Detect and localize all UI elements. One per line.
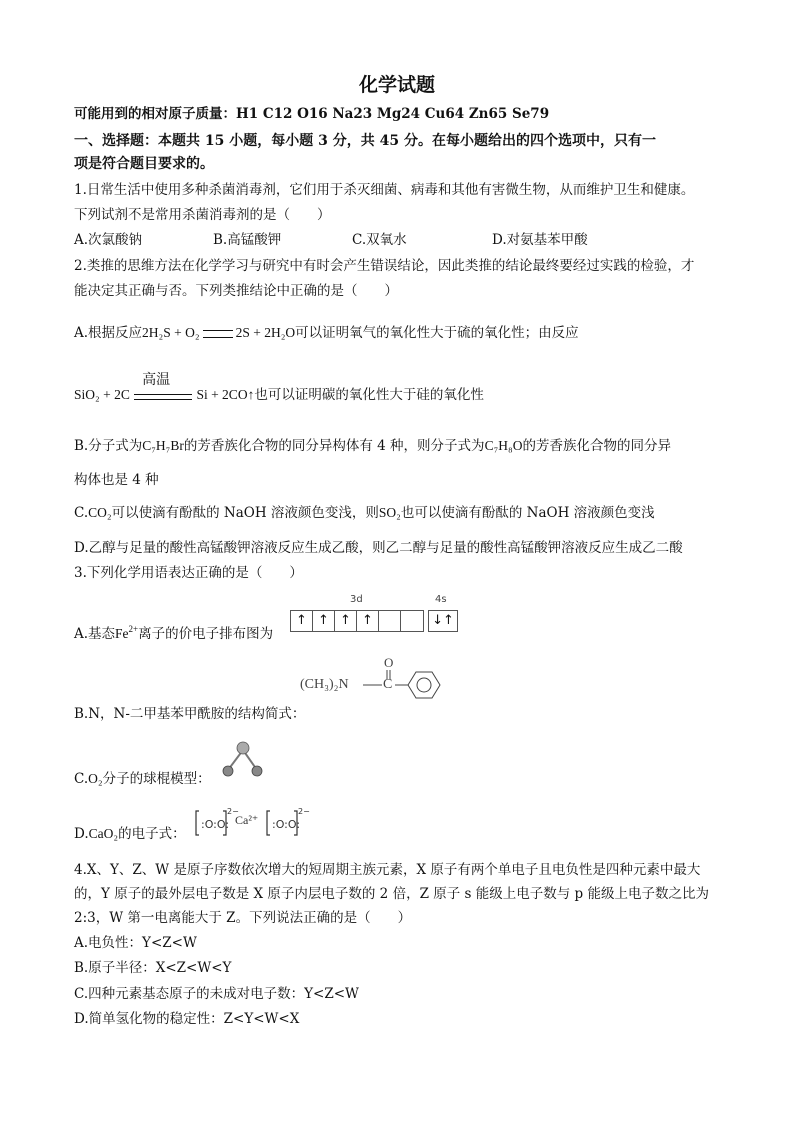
q3-d-text1: D.: [74, 826, 89, 842]
amide-dimethylamino: (CH₃)₂N: [300, 677, 349, 692]
q3-d-formula: CaO₂: [88, 826, 119, 841]
q3-c-text2: 分子的球棍模型：: [102, 771, 211, 787]
orbital-4s-cell: ↓↑: [432, 613, 454, 628]
q2-option-c: [74, 503, 655, 523]
orbital-4s-box: [428, 610, 458, 632]
amide-oxygen: O: [384, 655, 394, 670]
q2-a-eq2-right: Si + 2CO↑: [196, 387, 255, 402]
q2-stem-line1: 2.类推的思维方法在化学学习与研究中有时会产生错误结论，因此类推的结论最终要经过实践的检验，才: [74, 258, 695, 274]
q1-stem-line2: 下列试剂不是常用杀菌消毒剂的是（ ）: [74, 207, 331, 223]
orbital-3d-cell: ↑: [291, 611, 313, 631]
q4-option-a: A.电负性：Y<Z<W: [74, 935, 197, 951]
equals-sign: [203, 330, 233, 338]
amide-bonds: [300, 655, 450, 715]
q4-option-b: B.原子半径：X<Z<W<Y: [74, 960, 232, 976]
q2-option-b-line2: 构体也是 4 种: [74, 472, 159, 488]
calcium-ion: Ca²⁺: [235, 813, 259, 827]
orbital-3d-cell: [379, 611, 401, 631]
q2-c-text1: C.: [74, 505, 89, 521]
orbital-3d-label: 3d: [350, 594, 363, 605]
q3-a-text1: A.基态: [74, 626, 116, 642]
section-heading-line1: 一、选择题：本题共 15 小题，每小题 3 分，共 45 分。在每小题给出的四个选项中，只有一: [74, 133, 656, 149]
q4-stem-line3: 2:3，W 第一电离能大于 Z。下列说法正确的是（ ）: [74, 910, 412, 926]
q4-option-c: C.四种元素基态原子的未成对电子数：Y<Z<W: [74, 986, 359, 1002]
q2-b-text2: 的芳香族化合物的同分异构体有 4 种，则分子式为: [183, 438, 485, 454]
svg-text:2−: 2−: [227, 807, 239, 816]
reaction-condition: [134, 371, 192, 406]
orbital-4s-label: 4s: [435, 594, 447, 605]
q2-a-prefix: A.根据反应: [74, 325, 143, 341]
page-title: 化学试题: [358, 74, 435, 96]
q2-a-eq1-right: 2S + 2H₂O: [235, 325, 296, 340]
q1-option-b: B.高锰酸钾: [213, 232, 282, 248]
orbital-3d-cell: [401, 611, 423, 631]
q3-d-text2: 的电子式：: [118, 826, 186, 842]
q2-option-b-line1: [74, 436, 671, 456]
q3-option-c: [74, 769, 211, 789]
q2-a-eq2-left: SiO₂ + 2C: [74, 387, 130, 402]
q4-stem-line2: 的，Y 原子的最外层电子数是 X 原子内层电子数的 2 倍，Z 原子 s 能级上电子数与 p 能级上电子数之比为: [74, 886, 709, 902]
atomic-mass-note: 可能用到的相对原子质量：H1 C12 O16 Na23 Mg24 Cu64 Zn65 Se79: [74, 106, 550, 122]
q4-stem-line1: 4.X、Y、Z、W 是原子序数依次增大的短周期主族元素，X 原子有两个单电子且电负性是四种元素中最大: [74, 862, 701, 878]
q2-b-text3: 的芳香族化合物的同分异: [522, 438, 671, 454]
q1-stem-line1: 1.日常生活中使用多种杀菌消毒剂，它们用于杀灭细菌、病毒和其他有害微生物，从而维护卫生和健康。: [74, 182, 695, 198]
ozone-ball-stick-model: [218, 735, 268, 785]
q2-b-text1: B.分子式为: [74, 438, 143, 454]
q3-a-charge: 2+: [128, 624, 139, 634]
q2-c-text3: 也可以使滴有酚酞的 NaOH 溶液颜色变浅: [400, 505, 655, 521]
orbital-3d-box: [290, 610, 424, 632]
q1-option-d: D.对氨基苯甲酸: [492, 232, 588, 248]
double-line: [134, 394, 192, 400]
q2-option-d: D.乙醇与足量的酸性高锰酸钾溶液反应生成乙酸，则乙二醇与足量的酸性高锰酸钾溶液反应生成乙二酸: [74, 540, 683, 556]
orbital-3d-cell: ↑: [357, 611, 379, 631]
q2-b-formula2: C₇H₈O: [484, 438, 523, 453]
q2-c-formula2: SO₂: [378, 505, 401, 520]
q2-c-formula1: CO₂: [88, 505, 112, 520]
section-heading-line2: 项是符合题目要求的。: [74, 156, 214, 172]
orbital-3d-cell: ↑: [335, 611, 357, 631]
q2-option-a-line2: [74, 371, 484, 406]
q3-stem: 3.下列化学用语表达正确的是（ ）: [74, 565, 303, 581]
q3-a-ion: Fe: [115, 626, 129, 641]
q3-option-d: [74, 824, 186, 844]
q3-option-b: B.N，N-二甲基苯甲酰胺的结构简式：: [74, 706, 306, 722]
q2-c-text2: 可以使滴有酚酞的 NaOH 溶液颜色变浅，则: [111, 505, 379, 521]
amide-structure: [300, 655, 450, 715]
svg-text::O:O:: :O:O:: [272, 818, 301, 831]
q3-option-a: [74, 619, 273, 644]
q4-option-d: D.简单氢化物的稳定性：Z<Y<W<X: [74, 1011, 300, 1027]
q3-c-text1: C.: [74, 771, 89, 787]
q3-c-formula: O₂: [88, 771, 103, 786]
orbital-3d-cell: ↑: [313, 611, 335, 631]
q2-b-formula1: C₇H₇Br: [142, 438, 184, 453]
q3-a-text2: 离子的价电子排布图为: [138, 626, 274, 642]
condition-text: 高温: [142, 371, 171, 388]
svg-text:2−: 2−: [298, 807, 310, 816]
electron-formula: [195, 807, 310, 838]
q2-a-mid: 可以证明氧气的氧化性大于硫的氧化性；由反应: [295, 325, 579, 341]
q2-a-eq1-left: 2H₂S + O₂: [142, 325, 200, 340]
svg-text::O:O:: :O:O:: [201, 818, 230, 831]
q2-stem-line2: 能决定其正确与否。下列类推结论中正确的是（ ）: [74, 283, 398, 299]
amide-carbon: C: [383, 677, 393, 692]
q1-option-c: C.双氧水: [352, 232, 407, 248]
q2-option-a-line1: [74, 323, 579, 343]
q1-option-a: A.次氯酸钠: [74, 232, 143, 248]
q2-a-end: 也可以证明碳的氧化性大于硅的氧化性: [254, 387, 484, 403]
